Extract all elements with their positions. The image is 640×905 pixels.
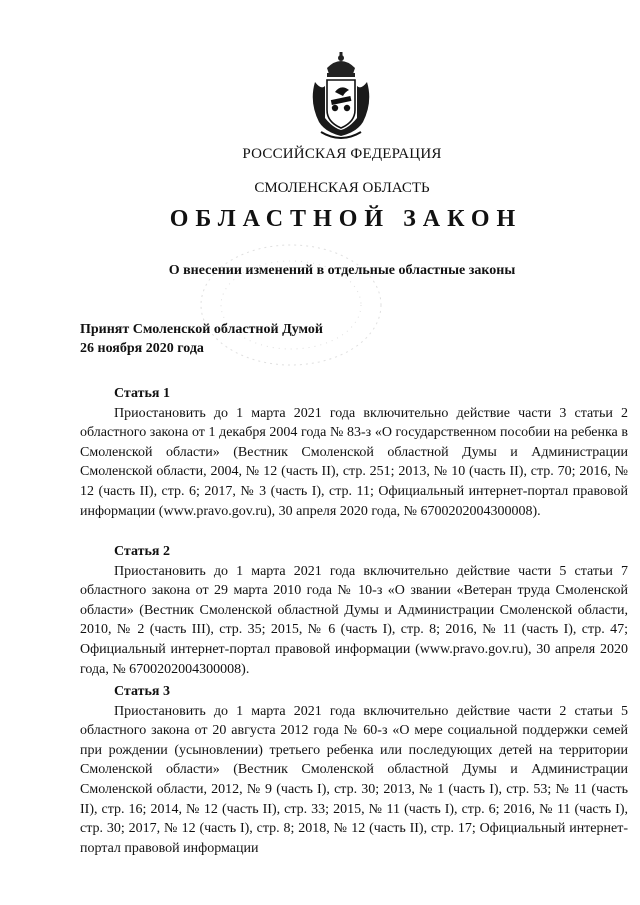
adoption-block: [80, 320, 323, 358]
article-heading: Статья 2: [114, 544, 170, 559]
coat-of-arms-icon: [305, 52, 377, 140]
adoption-date: 26 ноября 2020 года: [80, 341, 204, 356]
article-heading: Статья 1: [114, 386, 170, 401]
federation-title: РОССИЙСКАЯ ФЕДЕРАЦИЯ: [242, 146, 442, 162]
article-text: Приостановить до 1 марта 2021 года включительно действие части 2 статьи 5 областного закона от 20 августа 2012 года № 60-з «О мере социальной поддержки семей при рождении (усыновлении) третьего ребенка или последующих детей на территории Смоленской области» (Вестник Смоленской областной Думы и Администрации Смоленской области, 2012, № 9 (часть I), стр. 30; 2013, № 1 (часть I), стр. 53; № 11 (часть II), стр. 16; 2014, № 12 (часть II), стр. 33; 2015, № 11 (часть I), стр. 6; 2016, № 11 (часть I), стр. 30; 2017, № 12 (часть I), стр. 8; 2018, № 12 (часть II), стр. 17; Официальный интернет-портал правовой информации: [80, 703, 628, 856]
law-title: ОБЛАСТНОЙ ЗАКОН: [169, 206, 523, 232]
article-text: Приостановить до 1 марта 2021 года включительно действие части 5 статьи 7 областного закона от 29 марта 2010 года № 10-з «О звании «Ветеран труда Смоленской области» (Вестник Смоленской областной Думы и Администрации Смоленской области, 2010, № 2 (часть III), стр. 35; 2015, № 6 (часть I), стр. 8; 2016, № 11 (часть I), стр. 47; Официальный интернет-портал правовой информации (www.pravo.gov.ru), 30 апреля 2020 года, № 6700202004300008).: [80, 563, 628, 677]
law-subtitle: О внесении изменений в отдельные областные законы: [168, 263, 516, 278]
article-text: Приостановить до 1 марта 2021 года включительно действие части 3 статьи 2 областного закона от 1 декабря 2004 года № 83-з «О государственном пособии на ребенка в Смоленской области» (Вестник Смоленской областной Думы и Администрации Смоленской области, 2004, № 12 (часть II), стр. 251; 2013, № 10 (часть II), стр. 70; 2016, № 12 (часть II), стр. 6; 2017, № 3 (часть I), стр. 11; Официальный интернет-портал правовой информации (www.pravo.gov.ru), 30 апреля 2020 года, № 6700202004300008).: [80, 405, 628, 519]
region-title: СМОЛЕНСКАЯ ОБЛАСТЬ: [254, 180, 430, 196]
article-1: [80, 384, 628, 521]
article-3: [80, 682, 628, 858]
adoption-body: Принят Смоленской областной Думой: [80, 322, 323, 337]
article-heading: Статья 3: [114, 684, 170, 699]
article-2: [80, 542, 628, 679]
